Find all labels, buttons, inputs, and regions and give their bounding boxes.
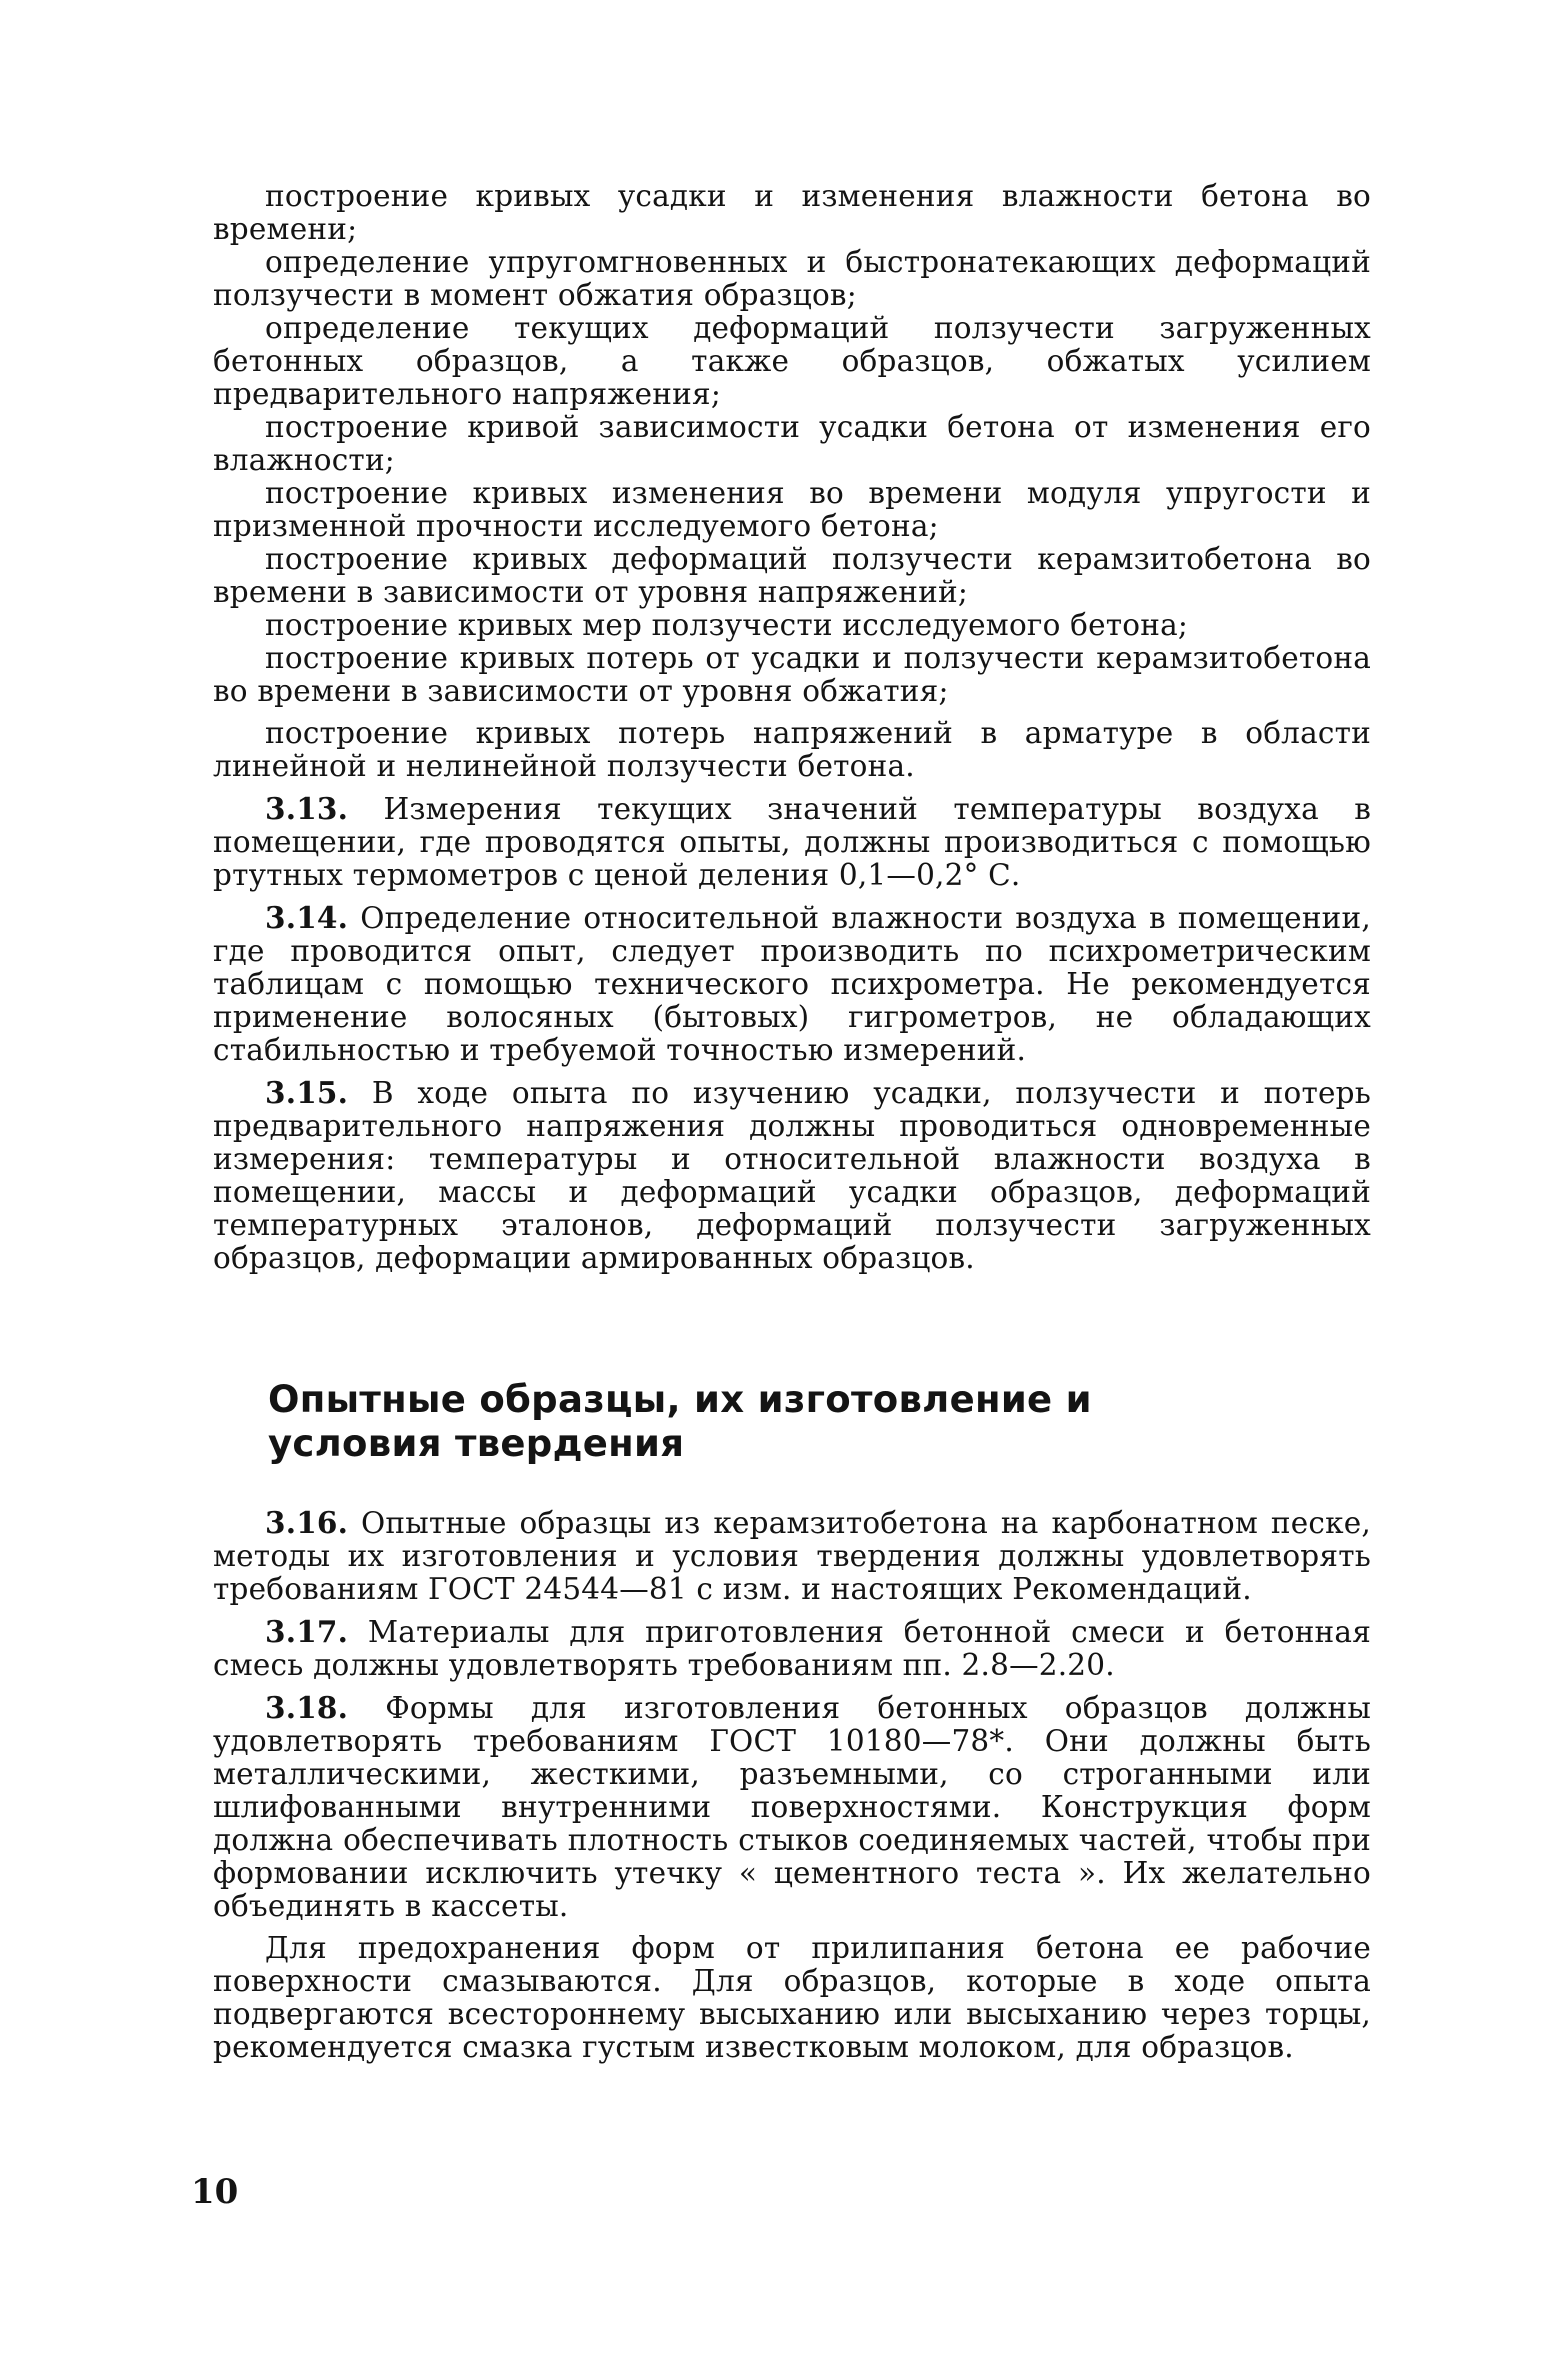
section-number: 3.17. — [265, 1614, 349, 1649]
section-3-18 — [213, 1691, 1371, 1923]
section-text: Опытные образцы из керамзитобетона на карбонатном песке, методы их изготовления и условия твердения должны удовлетворять требованиям ГОСТ 24544—81 с изм. и настоящих Рекомендаций. — [213, 1506, 1371, 1606]
heading-text: Опытные образцы, их изготовление и условия твердения — [268, 1378, 1092, 1465]
list-item: построение кривых усадки и изменения влажности бетона во времени; — [213, 179, 1371, 246]
section-number: 3.18. — [265, 1690, 349, 1725]
section-heading — [268, 1378, 1268, 1466]
section-3-16 — [213, 1506, 1371, 1606]
list-block — [213, 180, 1371, 1275]
section-number: 3.15. — [265, 1075, 349, 1110]
list-item: определение текущих деформаций ползучести загруженных бетонных образцов, а также образцов, обжатых усилием предварительного напряжения; — [213, 311, 1371, 411]
section-number: 3.16. — [265, 1505, 349, 1540]
list-item: построение кривых изменения во времени модуля упругости и призменной прочности исследуемого бетона; — [213, 476, 1371, 543]
after-heading-block — [213, 1506, 1371, 2064]
list-item: построение кривых мер ползучести исследуемого бетона; — [265, 608, 1188, 642]
section-number: 3.14. — [265, 900, 349, 935]
paragraph-lubrication: Для предохранения форм от прилипания бетона ее рабочие поверхности смазываются. Для образцов, которые в ходе опыта подвергаются всестороннему высыханию или высыханию через торцы, рекомендуется смазка густым известковым молоком, для образцов. — [213, 1931, 1371, 2064]
list-item: построение кривых потерь напряжений в арматуре в области линейной и нелинейной ползучести бетона. — [213, 716, 1371, 783]
section-text: Формы для изготовления бетонных образцов должны удовлетворять требованиям ГОСТ 10180—78*. Они должны быть металлическими, жесткими, разъемными, со строганными или шлифованными внутренними поверхностями. Конструкция форм должна обеспечивать плотность стыков соединяемых частей, чтобы при формовании исключить утечку « цементного теста ». Их желательно объединять в кассеты. — [213, 1691, 1372, 1923]
section-3-13 — [213, 792, 1371, 892]
section-text: Материалы для приготовления бетонной смеси и бетонная смесь должны удовлетворять требованиям пп. 2.8—2.20. — [213, 1615, 1372, 1682]
section-3-15 — [213, 1076, 1371, 1275]
list-item: определение упругомгновенных и быстронатекающих деформаций ползучести в момент обжатия образцов; — [213, 245, 1371, 312]
section-text: В ходе опыта по изучению усадки, ползучести и потерь предварительного напряжения должны проводиться одновременные измерения: температуры и относительной влажности воздуха в помещении, массы и деформаций усадки образцов, деформаций температурных эталонов, деформаций ползучести загруженных образцов, деформации армированных образцов. — [213, 1076, 1372, 1275]
page-number: 10 — [191, 2172, 239, 2212]
section-text: Измерения текущих значений температуры воздуха в помещении, где проводятся опыты, должны производиться с помощью ртутных термометров с ценой деления 0,1—0,2° С. — [213, 792, 1372, 892]
section-3-14 — [213, 901, 1371, 1067]
list-item: построение кривой зависимости усадки бетона от изменения его влажности; — [213, 410, 1371, 477]
section-text: Определение относительной влажности воздуха в помещении, где проводится опыт, следует производить по психрометрическим таблицам с помощью технического психрометра. Не рекомендуется применение волосяных (бытовых) гигрометров, не обладающих стабильностью и требуемой точностью измерений. — [213, 901, 1371, 1067]
list-item: построение кривых потерь от усадки и ползучести керамзитобетона во времени в зависимости от уровня обжатия; — [213, 641, 1371, 708]
section-3-17 — [213, 1615, 1371, 1682]
list-item: построение кривых деформаций ползучести керамзитобетона во времени в зависимости от уровня напряжений; — [213, 542, 1371, 609]
section-number: 3.13. — [265, 791, 349, 826]
